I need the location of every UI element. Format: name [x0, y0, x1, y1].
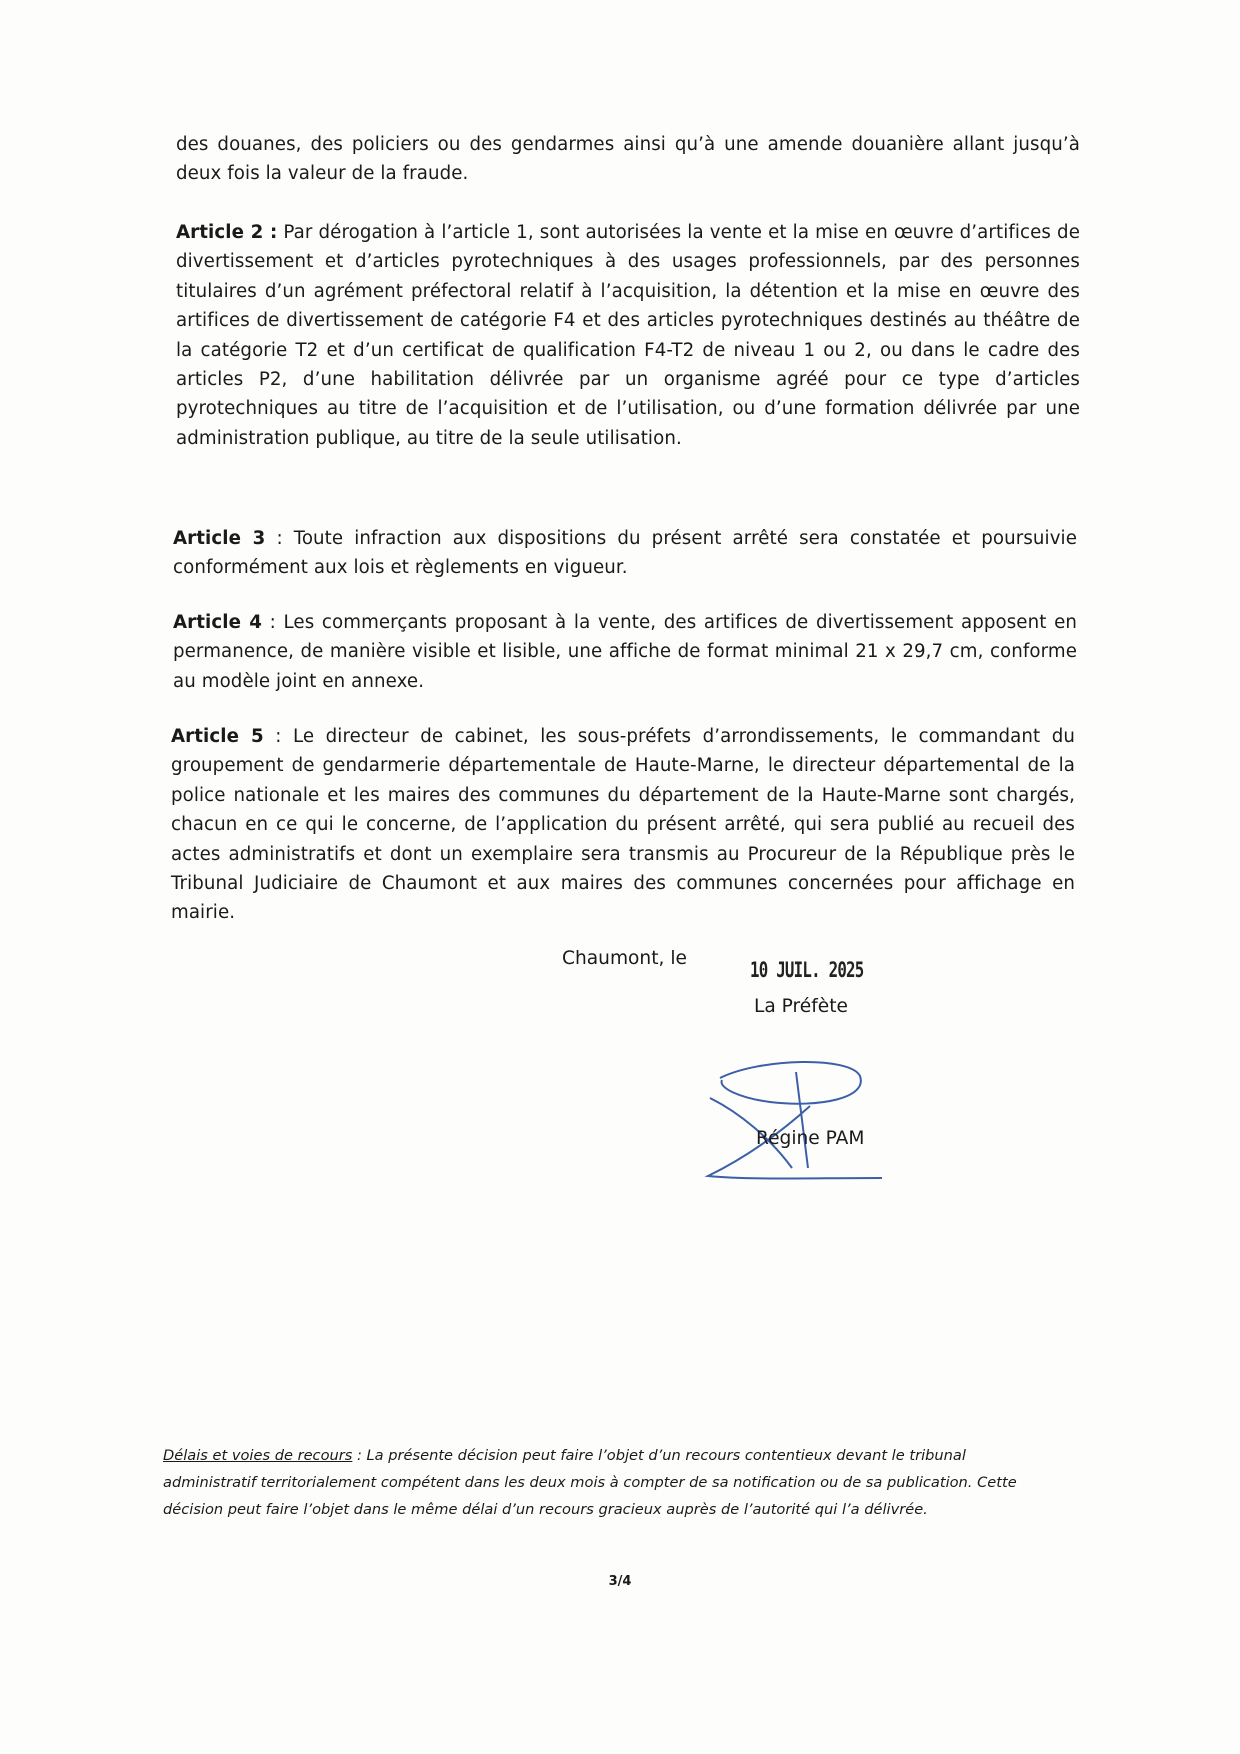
article-2-label: Article 2 : [176, 222, 278, 243]
legal-recourse-heading: Délais et voies de recours [163, 1447, 353, 1464]
article-3-label: Article 3 [173, 528, 266, 549]
date-stamp: 10 JUIL. 2025 [750, 958, 864, 982]
article-3-text: : Toute infraction aux dispositions du présent arrêté sera constatée et poursuivie conformément aux lois et règlements en vigueur. [173, 528, 1078, 579]
article-2 [176, 218, 1080, 453]
article-2-text: Par dérogation à l’article 1, sont autorisées la vente et la mise en œuvre d’artifices de divertissement et d’articles pyrotechniques à des usages professionnels, par des personnes titulaires d’un agrément préfectoral relatif à l’acquisition, la détention et la mise en œuvre des artifices de divertissement de catégorie F4 et des articles pyrotechniques destinés au théâtre de la catégorie T2 et d’un certificat de qualification F4-T2 de niveau 1 ou 2, ou dans le cadre des articles P2, d’une habilitation délivrée par un organisme agréé pour ce type d’articles pyrotechniques au titre de l’acquisition et de l’utilisation, ou d’une formation délivrée par une administration publique, au titre de la seule utilisation. [176, 222, 1080, 449]
signatory-role: La Préfète [754, 996, 848, 1017]
article-4 [173, 608, 1077, 696]
article-4-text: : Les commerçants proposant à la vente, des artifices de divertissement apposent en permanence, de manière visible et lisible, une affiche de format minimal 21 x 29,7 cm, conforme au modèle joint en annexe. [173, 612, 1077, 692]
article-5-label: Article 5 [171, 726, 264, 747]
signatory-name: Régine PAM [756, 1128, 865, 1149]
paragraph-intro: des douanes, des policiers ou des gendarmes ainsi qu’à une amende douanière allant jusqu’à deux fois la valeur de la fraude. [176, 134, 1080, 185]
legal-recourse-note [163, 1442, 1063, 1523]
article-3 [173, 524, 1077, 583]
article-5-text: : Le directeur de cabinet, les sous-préfets d’arrondissements, le commandant du groupement de gendarmerie départementale de Haute-Marne, le directeur départemental de la police nationale et les maires des communes du département de la Haute-Marne sont chargés, chacun en ce qui le concerne, de l’application du présent arrêté, qui sera publié au recueil des actes administratifs et dont un exemplaire sera transmis au Procureur de la République près le Tribunal Judiciaire de Chaumont et aux maires des communes concernées pour affichage en mairie. [171, 726, 1076, 924]
signature-place: Chaumont, le [562, 948, 687, 969]
page-number: 3/4 [608, 1574, 632, 1589]
article-5 [171, 722, 1075, 928]
handwritten-signature-icon [700, 1058, 890, 1194]
article-4-label: Article 4 [173, 612, 262, 633]
legal-recourse-text: : La présente décision peut faire l’objet d’un recours contentieux devant le tribunal administratif territorialement compétent dans les deux mois à compter de sa notification ou de sa publication. Cette décision peut faire l’objet dans le même délai d’un recours gracieux auprès de l’autorité qui l’a délivrée. [163, 1447, 1017, 1518]
